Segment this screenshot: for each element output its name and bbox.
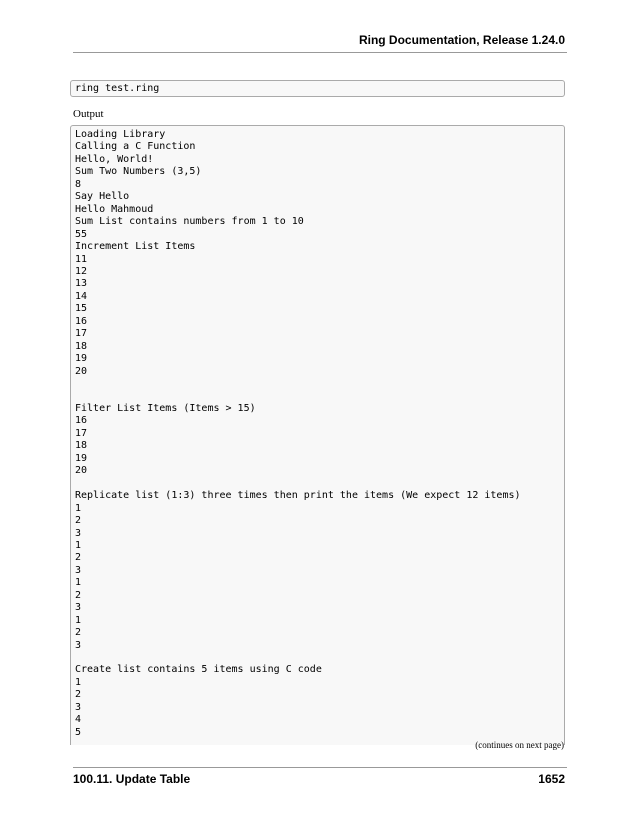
output-line: 2 [75,515,82,527]
output-line: 19 [75,353,88,365]
output-line: Sum Two Numbers (3,5) [75,166,202,178]
page-header-title: Ring Documentation, Release 1.24.0 [358,33,565,47]
output-line: Replicate list (1:3) three times then print the items (We expect 12 items) [75,490,521,502]
output-line: 3 [75,564,82,576]
output-line: 3 [75,701,82,713]
output-line: 1 [75,614,82,626]
output-line: 3 [75,639,82,651]
output-code-block [70,125,565,745]
output-line: 4 [75,714,82,726]
output-line: 55 [75,228,88,240]
output-line: Hello, World! [75,153,154,165]
output-line: 5 [75,726,82,738]
output-line: 13 [75,278,88,290]
output-line: 16 [75,315,88,327]
output-line: Increment List Items [75,241,196,253]
output-line: 3 [75,602,82,614]
output-line: 2 [75,627,82,639]
output-line: 1 [75,502,82,514]
output-line: 8 [75,178,82,190]
output-line: 15 [75,303,88,315]
footer-section-title: 100.11. Update Table [73,772,191,786]
output-line: 1 [75,577,82,589]
command-code-block [70,80,565,97]
output-label: Output [73,108,104,120]
output-text [75,129,560,739]
output-line: 17 [75,328,88,340]
header-divider [73,52,567,53]
output-line: 19 [75,452,88,464]
footer-divider [73,767,567,768]
output-line: 20 [75,365,88,377]
footer-page-number: 1652 [538,772,565,786]
output-line: 20 [75,465,88,477]
output-line: 1 [75,539,82,551]
output-line: 2 [75,589,82,601]
output-line: 3 [75,527,82,539]
output-line: Sum List contains numbers from 1 to 10 [75,216,304,228]
continues-note: (continues on next page) [475,740,564,750]
output-line: 18 [75,440,88,452]
output-line: 11 [75,253,88,265]
output-line: 12 [75,265,88,277]
output-line: 2 [75,689,82,701]
output-line: Say Hello [75,191,130,203]
output-line: Calling a C Function [75,141,196,153]
output-line: Hello Mahmoud [75,203,154,215]
output-line: 14 [75,290,88,302]
output-line: Filter List Items (Items > 15) [75,402,256,414]
output-line: Loading Library [75,129,166,140]
output-line: 17 [75,427,88,439]
output-line: Create list contains 5 items using C code [75,664,322,676]
output-line: 2 [75,552,82,564]
output-line: 16 [75,415,88,427]
output-line: 1 [75,676,82,688]
output-line: 18 [75,340,88,352]
command-text: ring test.ring [75,83,160,94]
